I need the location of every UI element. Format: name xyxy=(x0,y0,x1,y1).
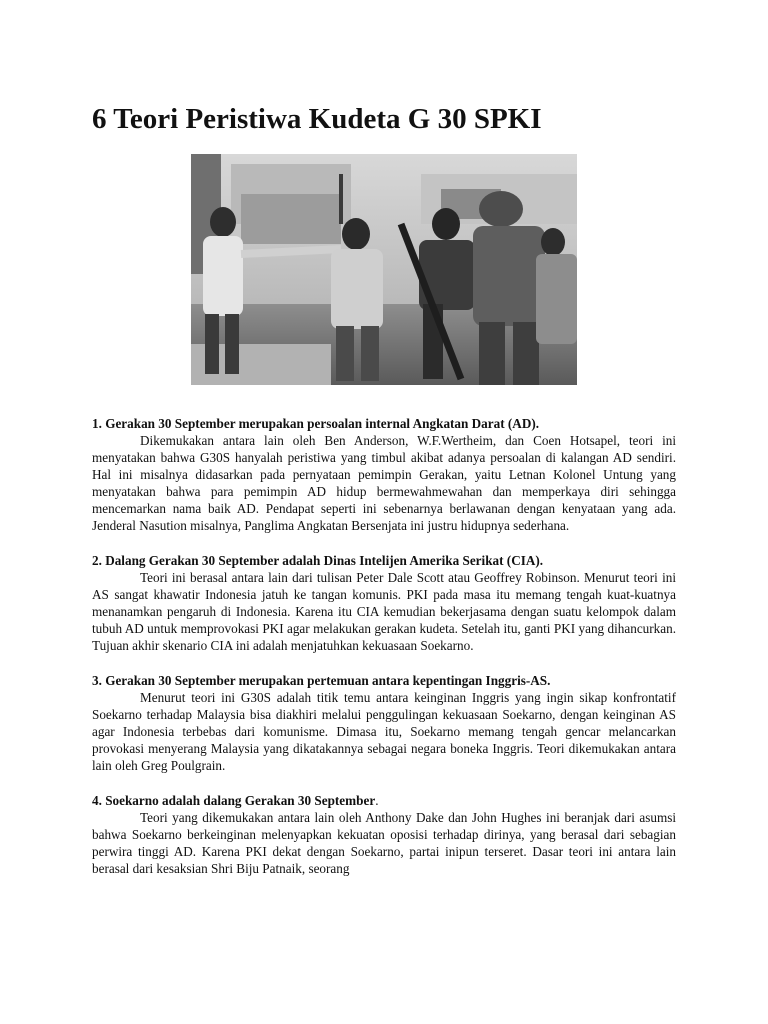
theory-paragraph-4: Teori yang dikemukakan antara lain oleh Anthony Dake dan John Hughes ini beranjak dari asumsi bahwa Soekarno berkeinginan melenyapkan kekuatan oposisi terhadap dirinya, yang berasal dari sebagian perwira tinggi AD. Karena PKI dekat dengan Soekarno, partai inipun terseret. Dasar teori ini antara lain berasal dari kesaksian Shri Biju Patnaik, seorang xyxy=(92,810,676,876)
theory-heading-1: 1. Gerakan 30 September merupakan persoalan internal Angkatan Darat (AD). xyxy=(92,416,540,431)
theory-section-3 xyxy=(92,672,676,774)
historical-photo-icon xyxy=(191,154,577,385)
document-body xyxy=(92,415,676,895)
theory-paragraph-3: Menurut teori ini G30S adalah titik temu antara keinginan Inggris yang ingin sikap konfrontatif Soekarno terhadap Malaysia bisa diakhiri melalui penggulingan kekuasaan Soekarno, dengan keinginan AS agar Indonesia terbebas dari komunisme. Dimasa itu, Soekarno memang tengah gencar melancarkan provokasi menyerang Malaysia yang dikatakannya sebagai negara boneka Inggris. Teori dikemukakan antara lain oleh Greg Poulgrain. xyxy=(92,690,676,773)
theory-section-2 xyxy=(92,552,676,654)
page-title: 6 Teori Peristiwa Kudeta G 30 SPKI xyxy=(92,103,542,135)
theory-paragraph-1: Dikemukakan antara lain oleh Ben Anderson, W.F.Wertheim, dan Coen Hotsapel, teori ini menyatakan bahwa G30S hanyalah peristiwa yang timbul akibat adanya persoalan di kalangan AD sendiri. Hal ini misalnya didasarkan pada pernyataan pemimpin Gerakan, yaitu Letnan Kolonel Untung yang menyatakan bahwa para pemimpin AD hidup bermewahmewahan dan memperkaya diri sehingga mencemarkan nama baik AD. Pendapat seperti ini sebenarnya berlawanan dengan kenyataan yang ada. Jenderal Nasution misalnya, Panglima Angkatan Bersenjata ini justru hidupnya sederhana. xyxy=(92,433,676,533)
theory-section-1 xyxy=(92,415,676,534)
historical-photo xyxy=(191,154,577,385)
theory-section-4 xyxy=(92,792,676,877)
theory-heading-4: 4. Soekarno adalah dalang Gerakan 30 September. xyxy=(92,793,379,808)
theory-paragraph-2: Teori ini berasal antara lain dari tulisan Peter Dale Scott atau Geoffrey Robinson. Menurut teori ini AS sangat khawatir Indonesia jatuh ke tangan komunis. PKI pada masa itu memang tengah kuat-kuatnya menanamkan pengaruh di Indonesia. Karena itu CIA kemudian bekerjasama dengan suatu kelompok dalam tubuh AD untuk memprovokasi PKI agar melakukan gerakan kudeta. Setelah itu, ganti PKI yang dihancurkan. Tujuan akhir skenario CIA ini adalah menjatuhkan kekuasaan Soekarno. xyxy=(92,570,676,653)
theory-heading-2: 2. Dalang Gerakan 30 September adalah Dinas Intelijen Amerika Serikat (CIA). xyxy=(92,553,544,568)
theory-heading-3: 3. Gerakan 30 September merupakan pertemuan antara kepentingan Inggris-AS. xyxy=(92,673,551,688)
